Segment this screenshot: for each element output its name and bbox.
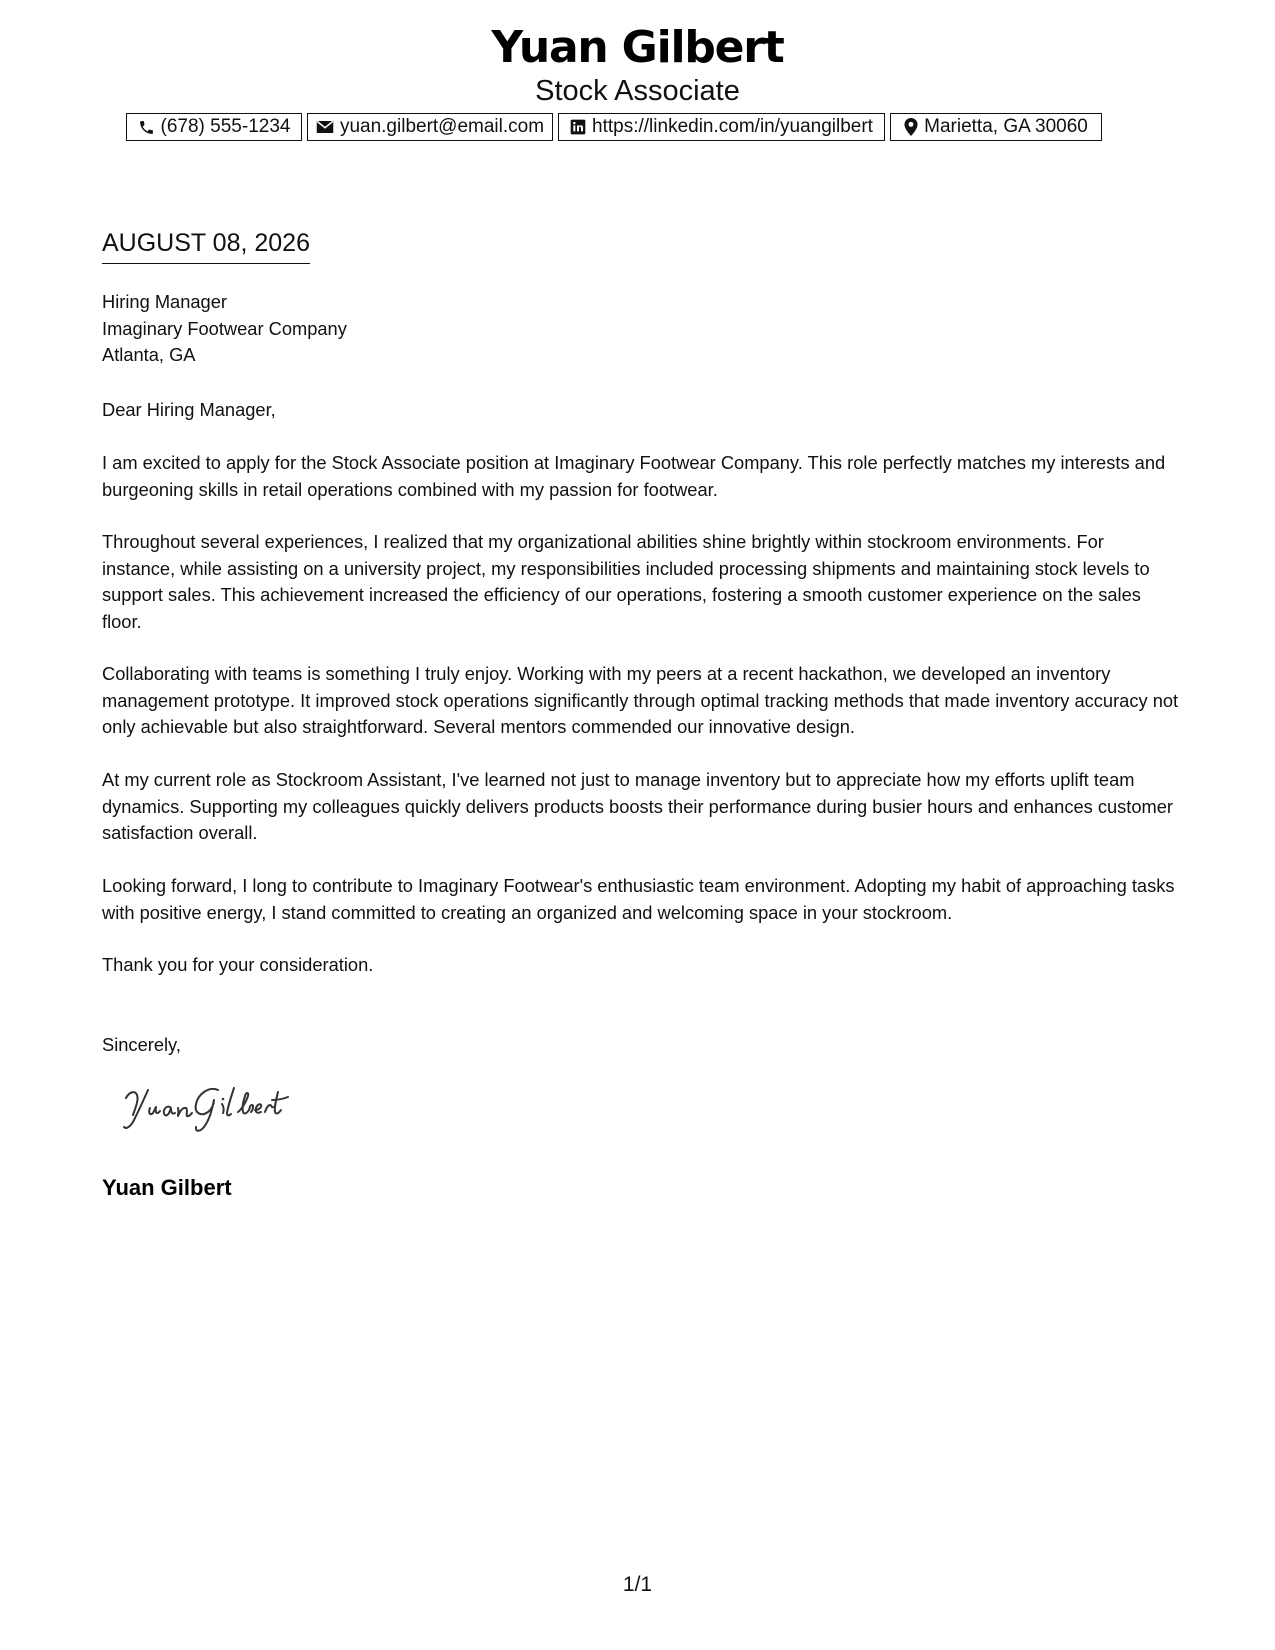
recipient-company: Imaginary Footwear Company xyxy=(102,317,347,339)
phone-icon xyxy=(138,119,155,136)
letter-paragraph: Looking forward, I long to contribute to Imaginary Footwear's enthusiastic team environment. Adopting my habit of approaching tasks with positive energy, I stand committed to creating an organized and welcoming space in your stockroom. xyxy=(102,875,1175,923)
letter-paragraph: Collaborating with teams is something I truly enjoy. Working with my peers at a recent hackathon, we developed an inventory management prototype. It improved stock operations significantly through optimal tracking methods that made inventory accuracy not only achievable but also straightforward. Several mentors commended our innovative design. xyxy=(102,663,1179,737)
contact-phone[interactable] xyxy=(126,113,302,141)
applicant-job-title: Stock Associate xyxy=(535,75,740,107)
signer-name: Yuan Gilbert xyxy=(102,1175,232,1200)
applicant-name: Yuan Gilbert xyxy=(491,22,784,73)
contact-linkedin[interactable] xyxy=(558,113,885,141)
letter-header xyxy=(0,22,1275,108)
recipient-block xyxy=(102,289,1182,369)
contact-location xyxy=(890,113,1102,141)
letter-date: AUGUST 08, 2026 xyxy=(102,228,310,264)
linkedin-url: https://linkedin.com/in/yuangilbert xyxy=(592,116,873,137)
letter-paragraph: Thank you for your consideration. xyxy=(102,954,374,975)
recipient-title: Hiring Manager xyxy=(102,291,227,312)
letter-paragraph: At my current role as Stockroom Assistant, I've learned not just to manage inventory but to appreciate how my efforts uplift team dynamics. Supporting my colleagues quickly delivers products boosts their performance during busier hours and enhances customer satisfaction overall. xyxy=(102,769,1174,843)
page-number: 1/1 xyxy=(622,1573,653,1596)
envelope-icon xyxy=(316,120,334,134)
location-text: Marietta, GA 30060 xyxy=(924,116,1088,137)
linkedin-icon xyxy=(570,119,586,135)
contact-email[interactable] xyxy=(307,113,553,141)
letter-paragraph: I am excited to apply for the Stock Associate position at Imaginary Footwear Company. This role perfectly matches my interests and burgeoning skills in retail operations combined with my passion for footwear. xyxy=(102,452,1166,500)
recipient-location: Atlanta, GA xyxy=(102,344,196,365)
phone-number: (678) 555-1234 xyxy=(160,116,291,137)
contact-bar xyxy=(126,113,1146,145)
map-pin-icon xyxy=(904,118,918,136)
closing: Sincerely, xyxy=(102,1034,181,1055)
letter-paragraph: Throughout several experiences, I realized that my organizational abilities shine brightly within stockroom environments. For instance, while assisting on a university project, my responsibilities included processing shipments and maintaining stock levels to support sales. This achievement increased the efficiency of our operations, fostering a smooth customer experience on the sales floor. xyxy=(102,531,1150,632)
handwritten-signature xyxy=(122,1080,342,1136)
email-address: yuan.gilbert@email.com xyxy=(339,116,545,137)
salutation: Dear Hiring Manager, xyxy=(102,399,276,420)
